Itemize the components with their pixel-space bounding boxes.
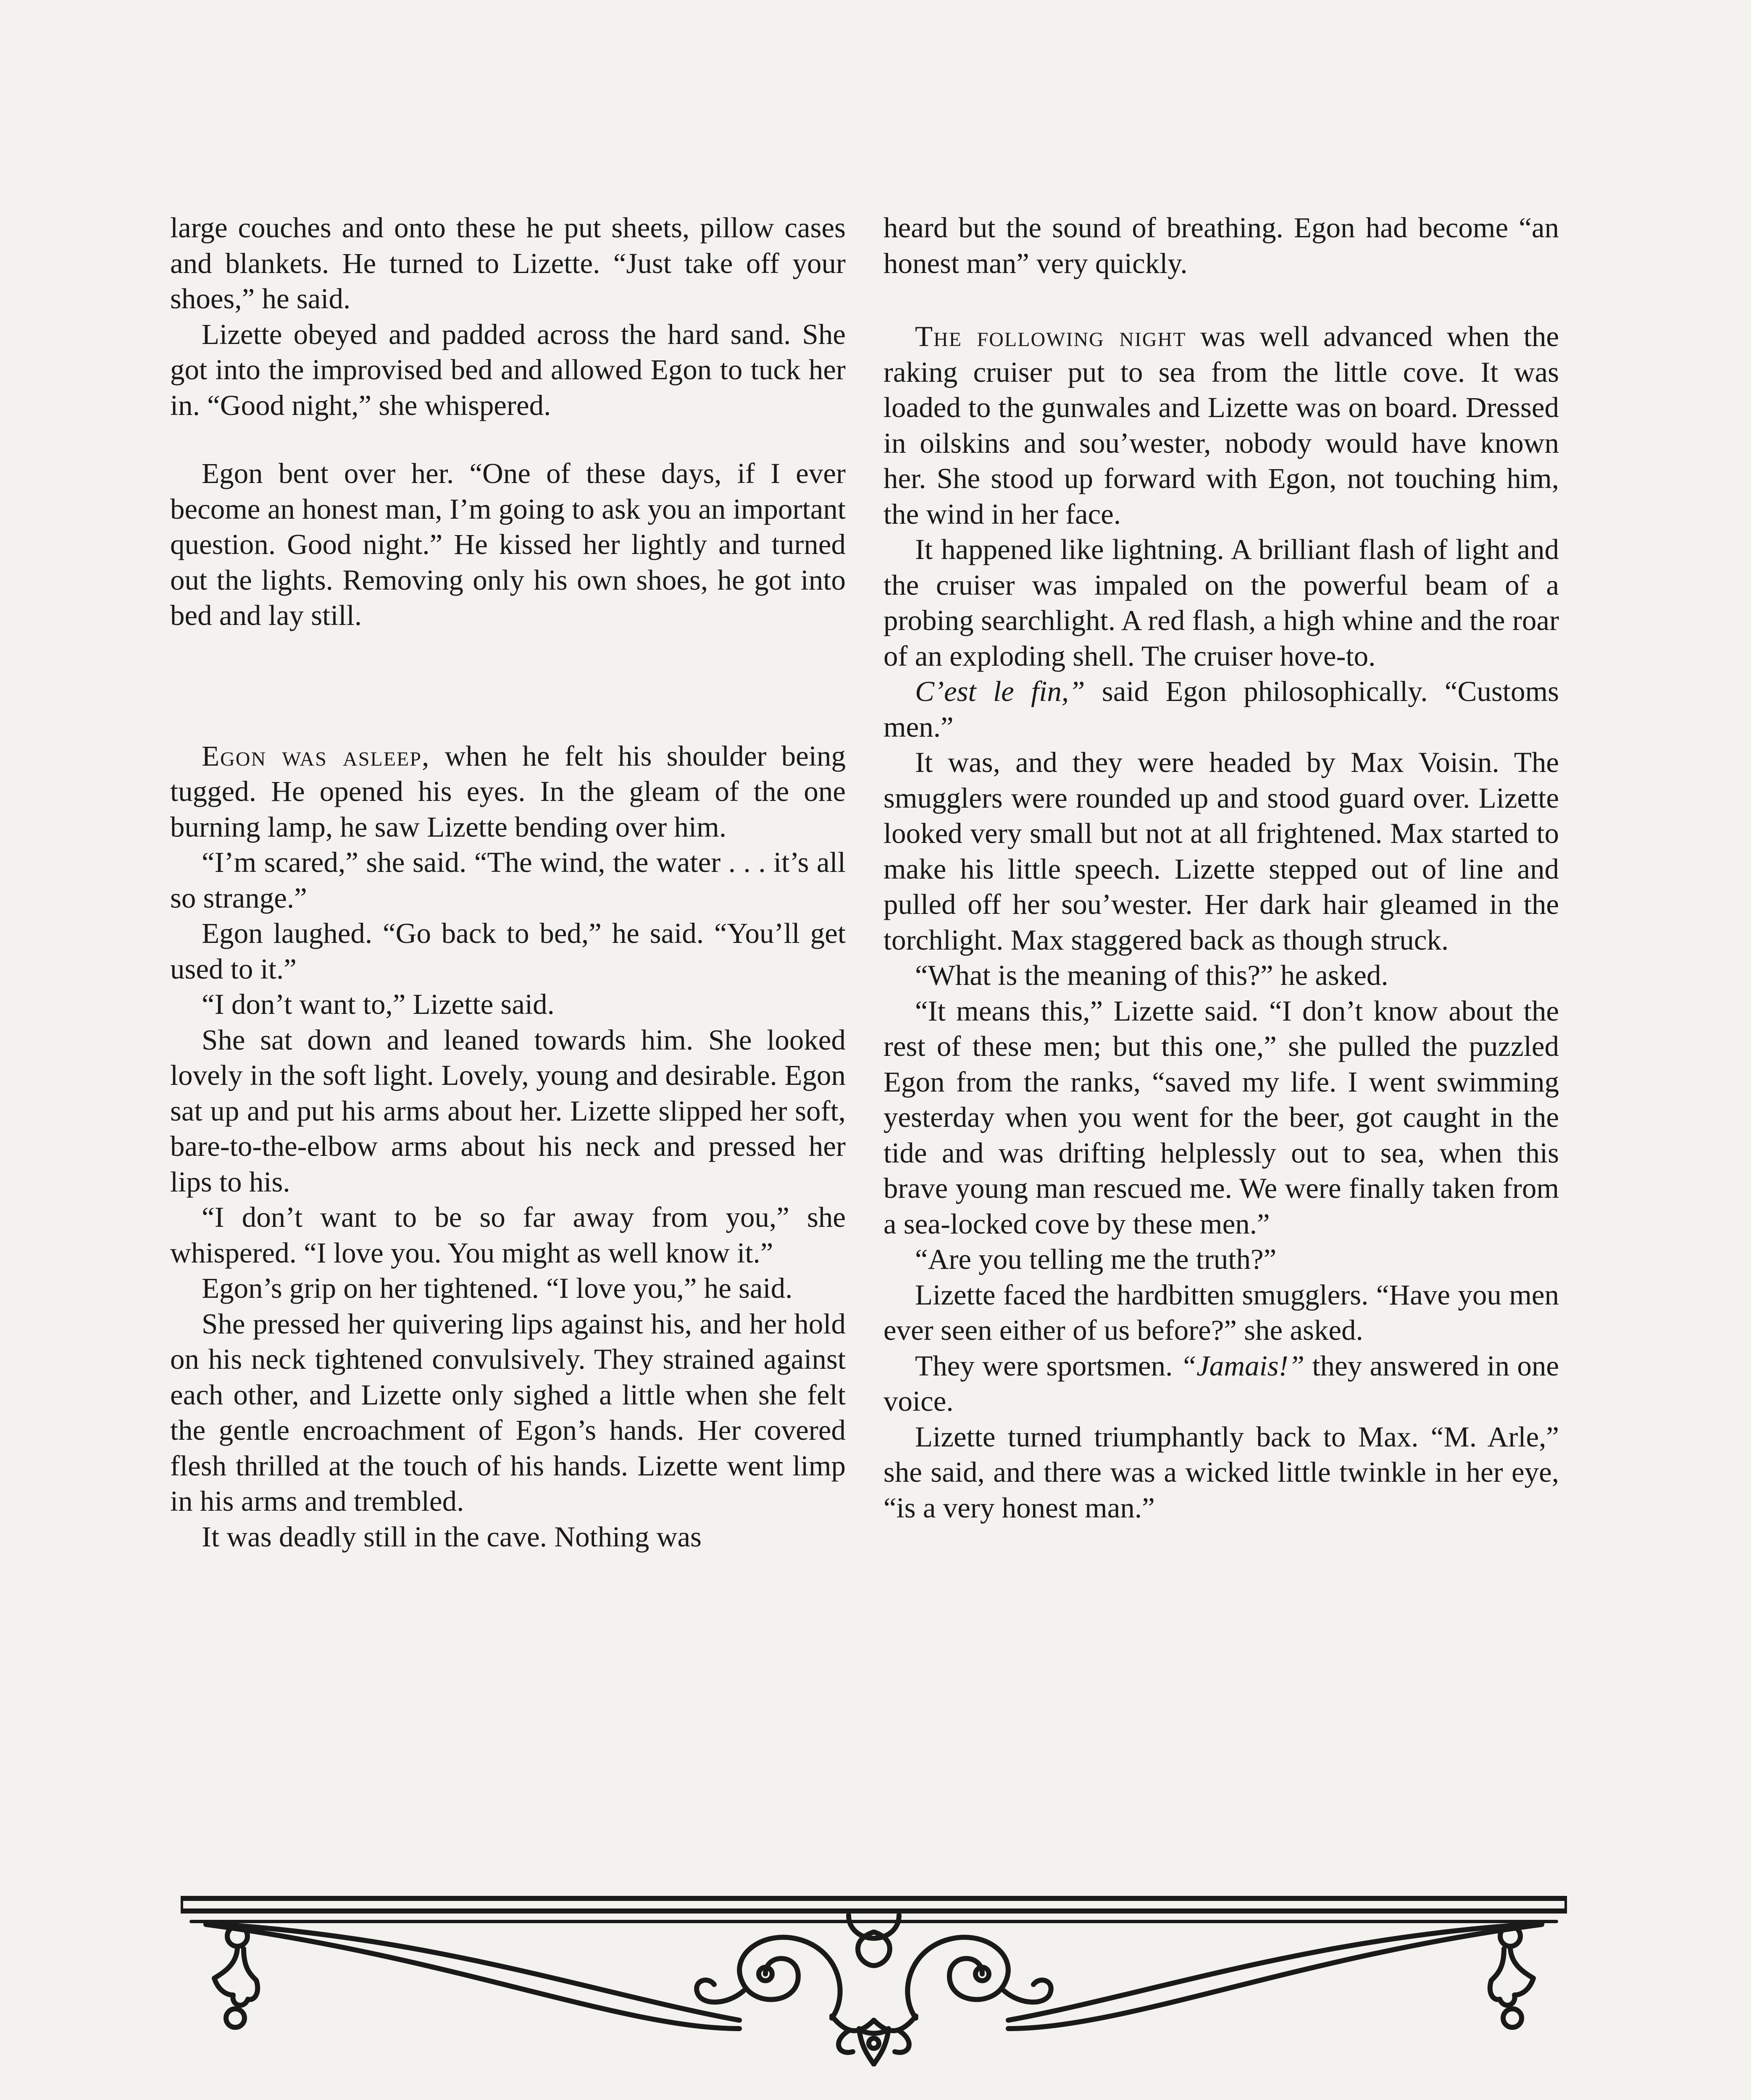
paragraph: Lizette obeyed and padded across the hard sand. She got into the improvised bed and allowed Egon to tuck her in. “Good night,” she whispered.	[170, 318, 846, 421]
paragraph: She pressed her quivering lips against his, and her hold on his neck tightened convulsively. They strained against each other, and Lizette only sighed a little when she felt the gentle encroachment of Egon’s hands. Her covered flesh thrilled at the touch of his hands. Lizette went limp in his arms and trembled.	[170, 1307, 846, 1517]
left-text-column	[170, 210, 846, 1554]
paragraph: Egon bent over her. “One of these days, if I ever become an honest man, I’m going to ask you an important question. Good night.” He kissed her lightly and turned out the lights. Removing only his own shoes, he got into bed and lay still.	[170, 457, 846, 631]
paragraph: They were sportsmen. “Jamais!” they answered in one voice.	[883, 1349, 1559, 1417]
paragraph: “What is the meaning of this?” he asked.	[915, 959, 1388, 991]
paragraph: C’est le fin,” said Egon philosophically. “Customs men.”	[883, 675, 1559, 743]
paragraph: “Are you telling me the truth?”	[915, 1243, 1277, 1275]
decorative-scroll-ornament	[181, 1890, 1567, 2066]
paragraph: “It means this,” Lizette said. “I don’t know about the rest of these men; but this one,” she pulled the puzzled Egon from the ranks, “saved my life. I went swimming yesterday when you went for the beer, got caught in the tide and was drifting helplessly out to sea, when this brave young man rescued me. We were finally taken from a sea-locked cove by these men.”	[883, 995, 1559, 1240]
paragraph: She sat down and leaned towards him. She looked lovely in the soft light. Lovely, young and desirable. Egon sat up and put his arms about her. Lizette slipped her soft, bare-to-the-elbow arms about his neck and pressed her lips to his.	[170, 1024, 846, 1198]
section-lead-in: Egon was asleep,	[202, 740, 430, 772]
section-opening-paragraph: Egon was asleep, when he felt his shoulder being tugged. He opened his eyes. In the gleam of the one burning lamp, he saw Lizette bending over him.	[170, 740, 846, 843]
paragraph: Egon laughed. “Go back to bed,” he said. “You’ll get used to it.”	[170, 917, 846, 985]
paragraph: Egon’s grip on her tightened. “I love you,” he said.	[202, 1272, 793, 1304]
paragraph: It happened like lightning. A brilliant flash of light and the cruiser was impaled on the powerful beam of a probing searchlight. A red flash, a high whine and the roar of an exploding shell. The cruiser hove-to.	[883, 533, 1559, 672]
paragraph: heard but the sound of breathing. Egon had become “an honest man” very quickly.	[883, 212, 1559, 279]
paragraph: It was deadly still in the cave. Nothing was	[202, 1520, 702, 1553]
paragraph: Lizette turned triumphantly back to Max. “M. Arle,” she said, and there was a wicked little twinkle in her eye, “is a very honest man.”	[883, 1420, 1559, 1524]
paragraph: “I’m scared,” she said. “The wind, the water . . . it’s all so strange.”	[170, 846, 846, 914]
section-lead-in: The following night	[915, 320, 1186, 352]
paragraph: large couches and onto these he put sheets, pillow cases and blankets. He turned to Lizette. “Just take off your shoes,” he said.	[170, 212, 846, 315]
paragraph: “I don’t want to be so far away from you,” she whispered. “I love you. You might as well know it.”	[170, 1201, 846, 1269]
paragraph: It was, and they were headed by Max Voisin. The smugglers were rounded up and stood guard over. Lizette looked very small but not at all frightened. Max started to make his little speech. Lizette stepped out of line and pulled off her sou’wester. Her dark hair gleamed in the torchlight. Max staggered back as though struck.	[883, 746, 1559, 956]
paragraph: “I don’t want to,” Lizette said.	[202, 988, 555, 1020]
paragraph: Lizette faced the hardbitten smugglers. “Have you men ever seen either of us before?” she asked.	[883, 1278, 1559, 1346]
right-text-column	[883, 210, 1559, 1525]
section-opening-paragraph: The following night was well advanced when the raking cruiser put to sea from the little cove. It was loaded to the gunwales and Lizette was on board. Dressed in oilskins and sou’wester, nobody would have known her. She stood up forward with Egon, not touching him, the wind in her face.	[883, 320, 1559, 530]
